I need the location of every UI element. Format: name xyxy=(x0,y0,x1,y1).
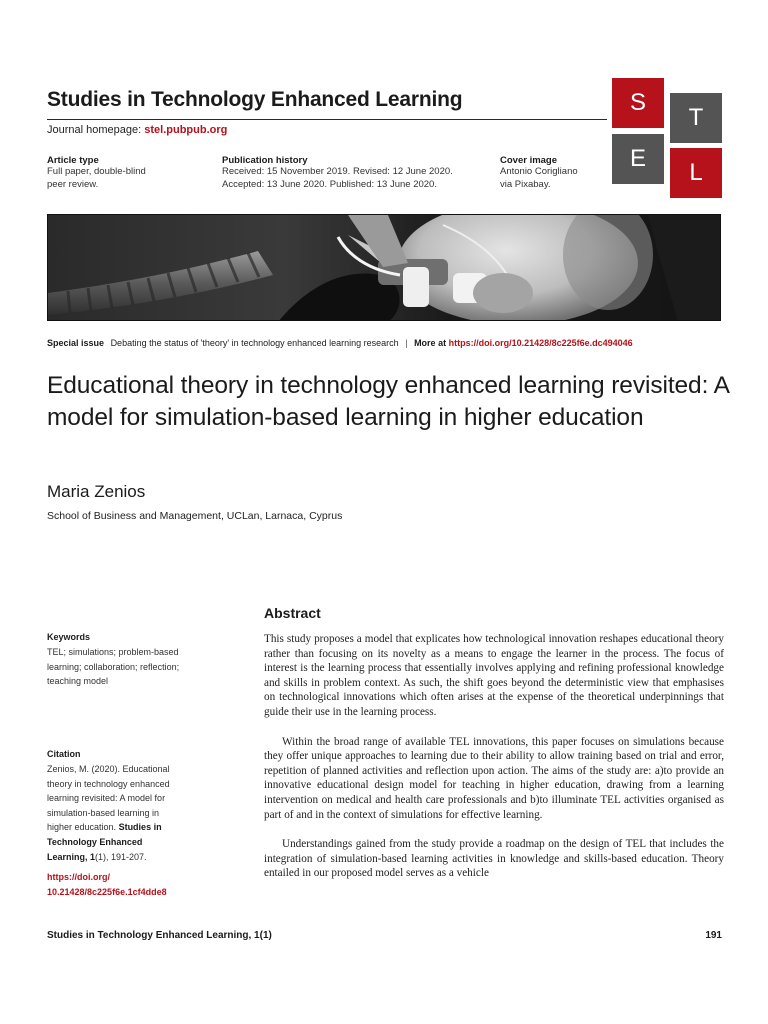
article-type-line: peer review. xyxy=(47,178,99,190)
page-number: 191 xyxy=(705,930,722,941)
keywords-section xyxy=(47,632,247,689)
cover-image-line: via Pixabay. xyxy=(500,178,551,190)
author-affiliation: School of Business and Management, UCLan, Larnaca, Cyprus xyxy=(47,510,343,522)
keywords-label: Keywords xyxy=(47,632,91,642)
homepage-label: Journal homepage: xyxy=(47,124,142,136)
publication-history-line: Received: 15 November 2019. Revised: 12 June 2020. xyxy=(222,166,453,177)
abstract-paragraph: Understandings gained from the study provide a roadmap on the design of TEL that includes the integration of simulation-based learning activities in knowledge and skills-based education. Theory entailed in our proposed model serves as a vehicle xyxy=(264,838,724,880)
journal-homepage xyxy=(47,124,227,136)
special-issue-doi-link[interactable]: https://doi.org/10.21428/8c225f6e.dc494046 xyxy=(448,338,633,348)
logo-letter-t: T xyxy=(670,93,722,143)
homepage-link[interactable]: stel.pubpub.org xyxy=(144,124,228,136)
journal-title: Studies in Technology Enhanced Learning xyxy=(47,88,463,111)
publication-history-line: Accepted: 13 June 2020. Published: 13 June 2020. xyxy=(222,178,437,190)
citation-line: Zenios, M. (2020). Educational xyxy=(47,764,170,774)
publication-history xyxy=(222,155,453,191)
cover-image xyxy=(47,214,721,321)
abstract-paragraph: Within the broad range of available TEL innovations, this paper focuses on simulations because they offer unique approaches to learning due to their ability to allow training based on trial and error, repetition of planned activities and reflection upon action. The aims of the study are: a)to provide an innovative educational design model for teaching in higher education, drawing from a learning intervention on medical and health care professionals and b)to illuminate TEL activities organised as part of and in the context of simulations for effective learning. xyxy=(264,735,724,821)
special-issue-label: Special issue xyxy=(47,338,105,348)
logo-letter-e: E xyxy=(612,134,664,184)
logo-letter-s: S xyxy=(612,78,664,128)
citation-label: Citation xyxy=(47,749,81,759)
article-type-label: Article type xyxy=(47,155,99,166)
citation-text: higher education. xyxy=(47,822,119,833)
keywords-line: TEL; simulations; problem-based xyxy=(47,647,179,657)
article-type-line: Full paper, double-blind xyxy=(47,166,146,177)
citation-line xyxy=(47,835,247,850)
cover-image-label: Cover image xyxy=(500,155,558,166)
citation-journal: Studies in xyxy=(118,822,162,833)
article-title: Educational theory in technology enhanced learning revisited: A model for simulation-based learning in higher education xyxy=(47,372,729,431)
cover-image-illustration xyxy=(48,215,721,321)
keywords-line: learning; collaboration; reflection; xyxy=(47,661,180,672)
abstract-paragraph: This study proposes a model that explicates how technological innovation reshapes educational theory rather than focusing on its novelty as a means to engage the learner in the process. The focus of interest is the learning process that essentially involves applying and refining professional knowledge and skills in problem context. As such, the shift goes beyond the deterministic view that emphasises on technological innovations which often arises at the expense of the theoretical underpinnings that guide their use in the learning process. xyxy=(264,633,724,718)
citation-line xyxy=(47,850,247,865)
citation-line xyxy=(47,820,247,835)
cover-image-credit xyxy=(500,155,578,191)
author-name: Maria Zenios xyxy=(47,482,146,501)
citation-journal: Learning, 1 xyxy=(47,851,96,862)
footer-journal: Studies in Technology Enhanced Learning, 1(1) xyxy=(47,930,272,941)
keywords-line: teaching model xyxy=(47,676,109,687)
special-issue-text: Debating the status of 'theory' in technology enhanced learning research xyxy=(110,338,399,348)
citation-doi-line[interactable]: 10.21428/8c225f6e.1cf4dde8 xyxy=(47,887,167,898)
more-at-label: More at xyxy=(414,338,447,348)
citation-journal: Technology Enhanced xyxy=(47,836,143,847)
citation-line: theory in technology enhanced xyxy=(47,778,170,789)
article-type xyxy=(47,155,146,191)
citation-doi-line[interactable]: https://doi.org/ xyxy=(47,872,110,883)
journal-logo xyxy=(612,78,722,198)
abstract-heading: Abstract xyxy=(264,605,321,621)
special-issue-line xyxy=(47,338,633,348)
citation-section xyxy=(47,749,247,900)
cover-image-line: Antonio Corigliano xyxy=(500,166,578,177)
logo-letter-l: L xyxy=(670,148,722,198)
citation-doi-link[interactable] xyxy=(47,870,247,900)
publication-history-label: Publication history xyxy=(222,155,308,166)
abstract-body xyxy=(264,632,724,896)
citation-line: learning revisited: A model for xyxy=(47,793,166,804)
citation-issue: (1), 191-207. xyxy=(95,851,147,862)
citation-line: simulation-based learning in xyxy=(47,807,160,818)
header-divider xyxy=(47,119,607,120)
special-issue-separator: | xyxy=(405,338,408,348)
